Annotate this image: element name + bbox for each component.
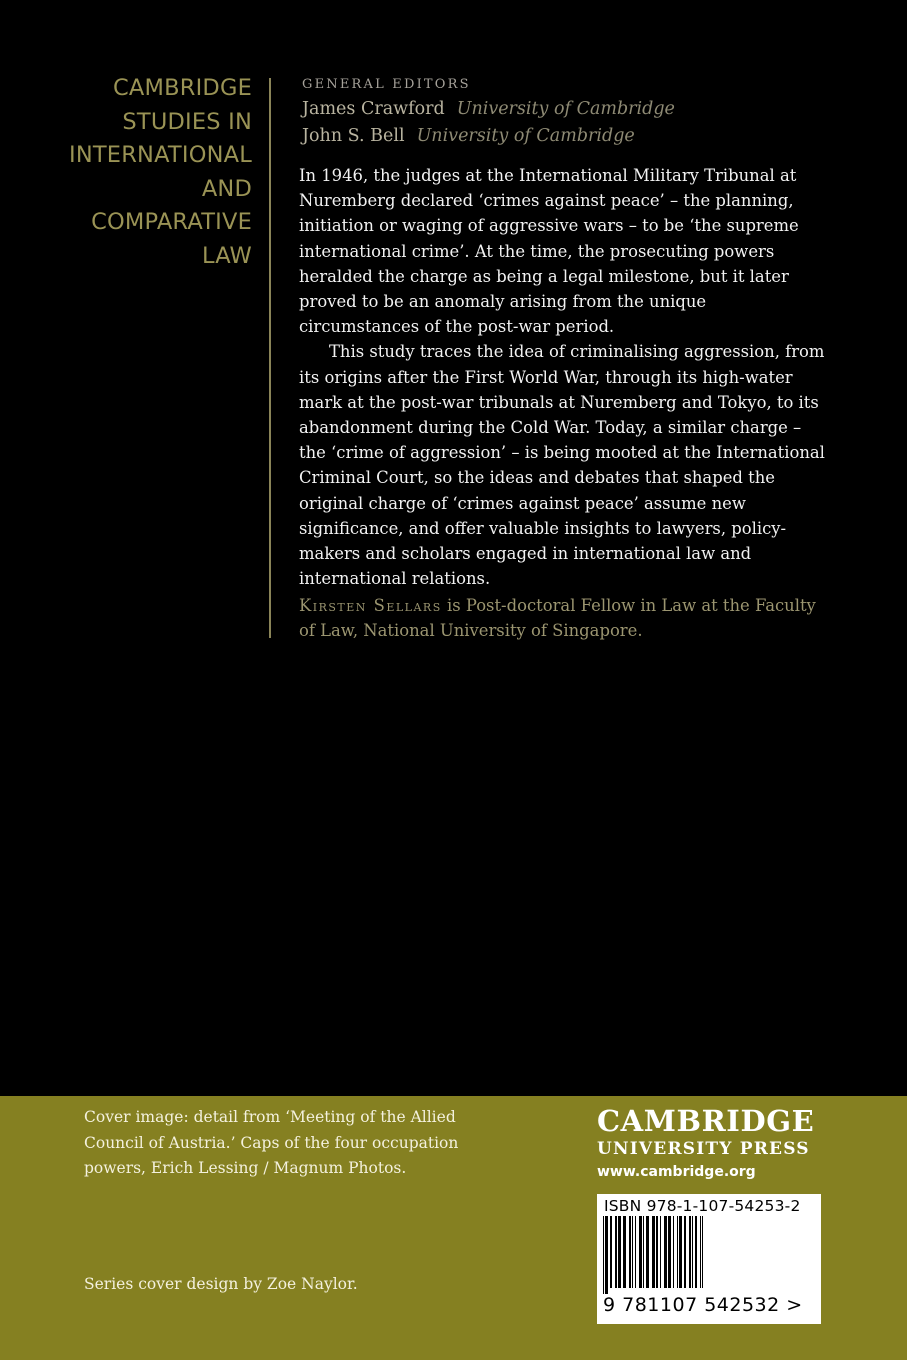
barcode-bar <box>656 1216 658 1288</box>
barcode-bar <box>700 1216 701 1288</box>
publisher-logo <box>597 1104 829 1183</box>
barcode-bar <box>635 1216 636 1288</box>
barcode-bar <box>673 1216 674 1288</box>
general-editors <box>302 75 675 150</box>
barcode-bar <box>679 1216 682 1288</box>
barcode-digits: 9 781107 542532 > <box>603 1294 803 1316</box>
vertical-divider <box>269 78 271 638</box>
editor-row <box>302 96 675 123</box>
isbn-barcode <box>597 1194 821 1324</box>
editor-affiliation: University of Cambridge <box>456 99 675 119</box>
barcode-bar <box>605 1216 608 1294</box>
barcode-bar <box>629 1216 631 1288</box>
editor-name: John S. Bell <box>302 126 405 146</box>
isbn-label: ISBN 978-1-107-54253-2 <box>604 1197 801 1215</box>
series-title-line: LAW <box>201 242 252 269</box>
series-title-line: CAMBRIDGE <box>113 75 252 101</box>
author-bio-text: is Post-doctoral Fellow in Law at the Faculty of Law, National University of Singapore. <box>299 596 816 641</box>
author-bio <box>299 593 829 643</box>
description-paragraph: This study traces the idea of criminalising aggression, from its origins after the First World War, through its high-water mark at the post-war tribunals at Nuremberg and Tokyo, to its abandonment during the Cold War. Today, a similar charge – the ‘crime of aggression’ – is being mooted at the International Criminal Court, so the ideas and debates that shaped the original charge of ‘crimes against peace’ assume new significance, and offer valuable insights to lawyers, policy-makers and scholars engaged in international law and international relations. <box>299 342 825 589</box>
barcode-bar <box>660 1216 661 1288</box>
series-title-line: AND <box>201 175 252 202</box>
barcode-bar <box>610 1216 612 1288</box>
barcode-bar <box>639 1216 642 1288</box>
barcode-bar <box>668 1216 671 1288</box>
editor-row <box>302 123 675 150</box>
publisher-name: CAMBRIDGE <box>597 1104 815 1138</box>
barcode-bar <box>652 1216 655 1288</box>
description-paragraph: In 1946, the judges at the International Military Tribunal at Nuremberg declared ‘crimes against peace’ – the planning, initiation or waging of aggressive wars – to be ‘the supreme international crime’. At the time, the prosecuting powers heralded the charge as being a legal milestone, but it later proved to be an anomaly arising from the unique circumstances of the post-war period. <box>299 166 799 337</box>
barcode-bar <box>677 1216 678 1288</box>
book-description <box>299 163 829 591</box>
barcode-bar <box>702 1216 703 1288</box>
barcode-bars <box>597 1216 821 1296</box>
barcode-bar <box>618 1216 621 1288</box>
barcode-bar <box>689 1216 691 1288</box>
editor-name: James Crawford <box>302 99 445 119</box>
series-title <box>40 72 252 273</box>
series-design-credit: Series cover design by Zoe Naylor. <box>84 1275 358 1293</box>
barcode-bar <box>603 1216 604 1294</box>
publisher-press: UNIVERSITY PRESS <box>597 1139 810 1159</box>
barcode-bar <box>643 1216 644 1288</box>
barcode-bar <box>664 1216 667 1288</box>
barcode-bar <box>692 1216 693 1288</box>
author-name: Kirsten Sellars <box>299 596 442 615</box>
barcode-bar <box>615 1216 617 1288</box>
editor-affiliation: University of Cambridge <box>416 126 635 146</box>
publisher-url: www.cambridge.org <box>597 1164 756 1180</box>
barcode-bar <box>695 1216 697 1288</box>
barcode-bar <box>632 1216 633 1288</box>
barcode-bar <box>684 1216 686 1288</box>
editors-heading: GENERAL EDITORS <box>302 77 471 92</box>
series-title-line: COMPARATIVE <box>91 209 252 235</box>
barcode-bar <box>623 1216 626 1288</box>
barcode-bar <box>646 1216 649 1288</box>
series-title-line: INTERNATIONAL <box>69 142 252 168</box>
cover-image-credit: Cover image: detail from ‘Meeting of the Allied Council of Austria.’ Caps of the four occupation powers, Erich Lessing / Magnum Photos. <box>84 1108 459 1177</box>
series-title-line: STUDIES IN <box>122 108 252 135</box>
